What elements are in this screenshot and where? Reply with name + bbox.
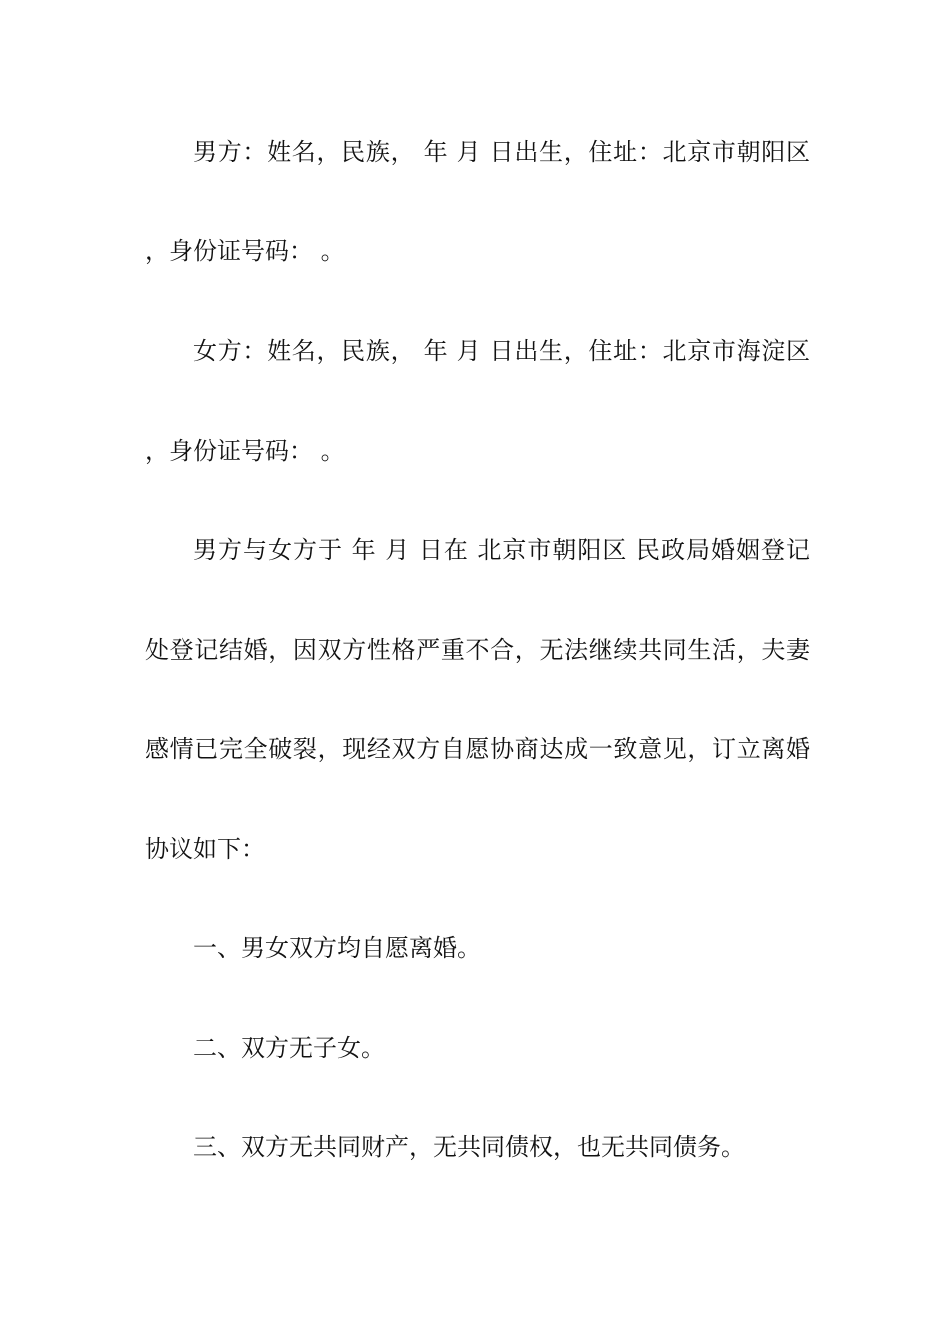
clause-2: 二、双方无子女。: [193, 1034, 385, 1062]
female-id-line: ，身份证号码： 。: [145, 437, 345, 465]
female-party-line: 女方：姓名，民族， 年 月 日出生，住址：北京市海淀区: [193, 337, 810, 365]
agreement-statement-line: 感情已完全破裂，现经双方自愿协商达成一致意见，订立离婚: [145, 735, 810, 763]
marriage-reason-line: 处登记结婚，因双方性格严重不合，无法继续共同生活，夫妻: [145, 636, 810, 664]
clause-3: 三、双方无共同财产，无共同债权，也无共同债务。: [193, 1133, 745, 1161]
male-party-line: 男方：姓名，民族， 年 月 日出生，住址：北京市朝阳区: [193, 138, 810, 166]
male-id-line: ，身份证号码： 。: [145, 237, 345, 265]
clause-1: 一、男女双方均自愿离婚。: [193, 934, 481, 962]
marriage-registration-line: 男方与女方于 年 月 日在 北京市朝阳区 民政局婚姻登记: [193, 536, 810, 564]
agreement-intro-line: 协议如下：: [145, 835, 265, 863]
